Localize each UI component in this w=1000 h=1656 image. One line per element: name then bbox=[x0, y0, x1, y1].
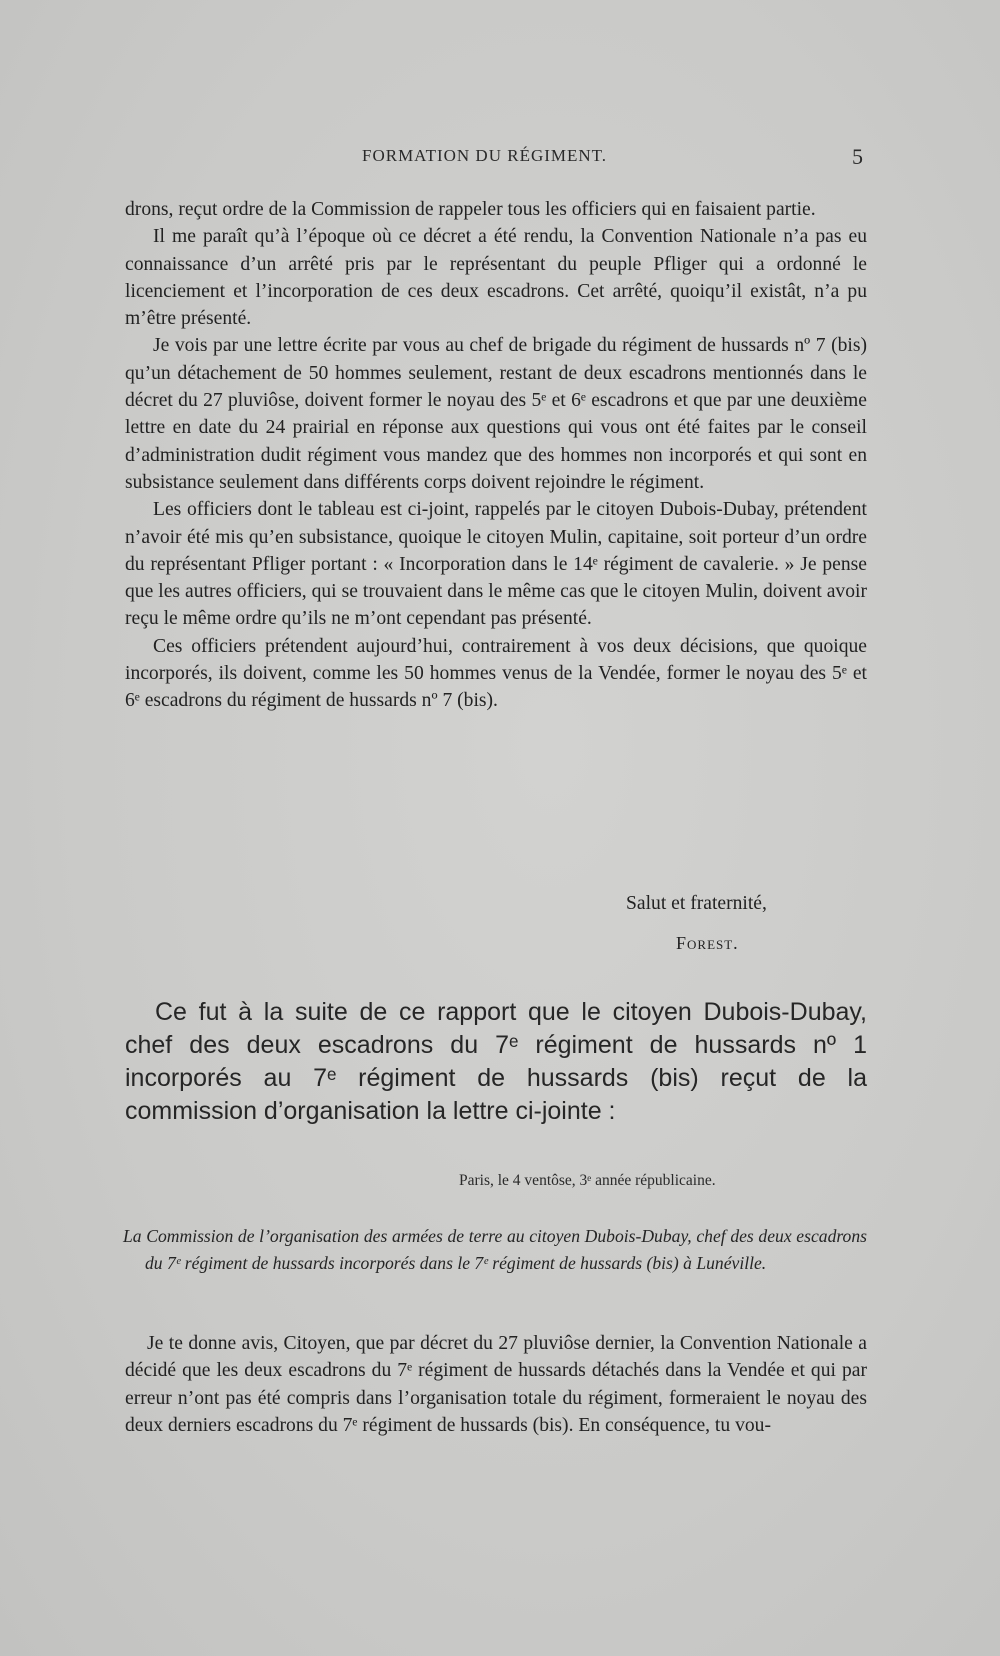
report-paragraph-1: drons, reçut ordre de la Commission de rappeler tous les officiers qui en faisaient partie. bbox=[125, 199, 816, 220]
report-paragraph-3: Je vois par une lettre écrite par vous au chef de brigade du régiment de hussards nº 7 (bis) qu’un détachement de 50 hommes seulement, restant de deux escadrons mentionnés dans le décret du 27 pluviôse, doivent former le noyau des 5ᵉ et 6ᵉ escadrons et que par une deuxième lettre en date du 24 prairial en réponse aux questions qui vous ont été faites par le conseil d’administration dudit régiment vous mandez que des hommes non incorporés et qui sont en subsistance seulement dans différents corps doivent rejoindre le régiment. bbox=[125, 335, 867, 493]
letter-body bbox=[125, 1330, 867, 1439]
narrative-paragraph: Ce fut à la suite de ce rapport que le citoyen Dubois-Dubay, chef des deux escadrons du 7ᵉ régiment de hussards nº 1 incorporés au 7ᵉ régiment de hussards (bis) reçut de la commission d’organisation la lettre ci-jointe : bbox=[125, 998, 867, 1125]
report-paragraph-4: Les officiers dont le tableau est ci-joint, rappelés par le citoyen Dubois-Dubay, prétendent n’avoir été mis qu’en subsistance, quoique le citoyen Mulin, capitaine, soit porteur d’un ordre du représentant Pfliger portant : « Incorporation dans le 14ᵉ régiment de cavalerie. » Je pense que les autres officiers, qui se trouvaient dans le même cas que le citoyen Mulin, doivent avoir reçu le même ordre qu’ils ne m’ont cependant pas présenté. bbox=[125, 499, 867, 630]
letter-address: La Commission de l’organisation des armées de terre au citoyen Dubois-Dubay, chef des deux escadrons du 7ᵉ régiment de hussards incorporés dans le 7ᵉ régiment de hussards (bis) à Lunéville. bbox=[123, 1226, 867, 1273]
narrative-block bbox=[125, 996, 867, 1128]
signature: Forest. bbox=[676, 933, 739, 953]
salutation: Salut et fraternité, bbox=[626, 893, 767, 914]
report-paragraph-5: Ces officiers prétendent aujourd’hui, contrairement à vos deux décisions, que quoique incorporés, ils doivent, comme les 50 hommes venus de la Vendée, former le noyau des 5ᵉ et 6ᵉ escadrons du régiment de hussards nº 7 (bis). bbox=[125, 635, 867, 712]
report-paragraph-2: Il me paraît qu’à l’époque où ce décret a été rendu, la Convention Nationale n’a pas eu connaissance d’un arrêté pris par le représentant du peuple Pfliger qui a ordonné le licenciement et l’incorporation de ces deux escadrons. Cet arrêté, quoiqu’il existât, n’a pu m’être présenté. bbox=[125, 226, 867, 330]
running-head bbox=[0, 146, 1000, 170]
letter-paragraph: Je te donne avis, Citoyen, que par décret du 27 pluviôse dernier, la Convention Nationale a décidé que les deux escadrons du 7ᵉ régiment de hussards détachés dans la Vendée et qui par erreur n’ont pas été compris dans l’organisation totale du régiment, formeraient le noyau des deux derniers escadrons du 7ᵉ régiment de hussards (bis). En conséquence, tu vou- bbox=[125, 1333, 867, 1436]
running-title: FORMATION DU RÉGIMENT. bbox=[362, 146, 608, 165]
letter-dateline: Paris, le 4 ventôse, 3ᵉ année républicaine. bbox=[459, 1172, 716, 1189]
report-text bbox=[125, 196, 867, 715]
page-number: 5 bbox=[852, 144, 863, 169]
